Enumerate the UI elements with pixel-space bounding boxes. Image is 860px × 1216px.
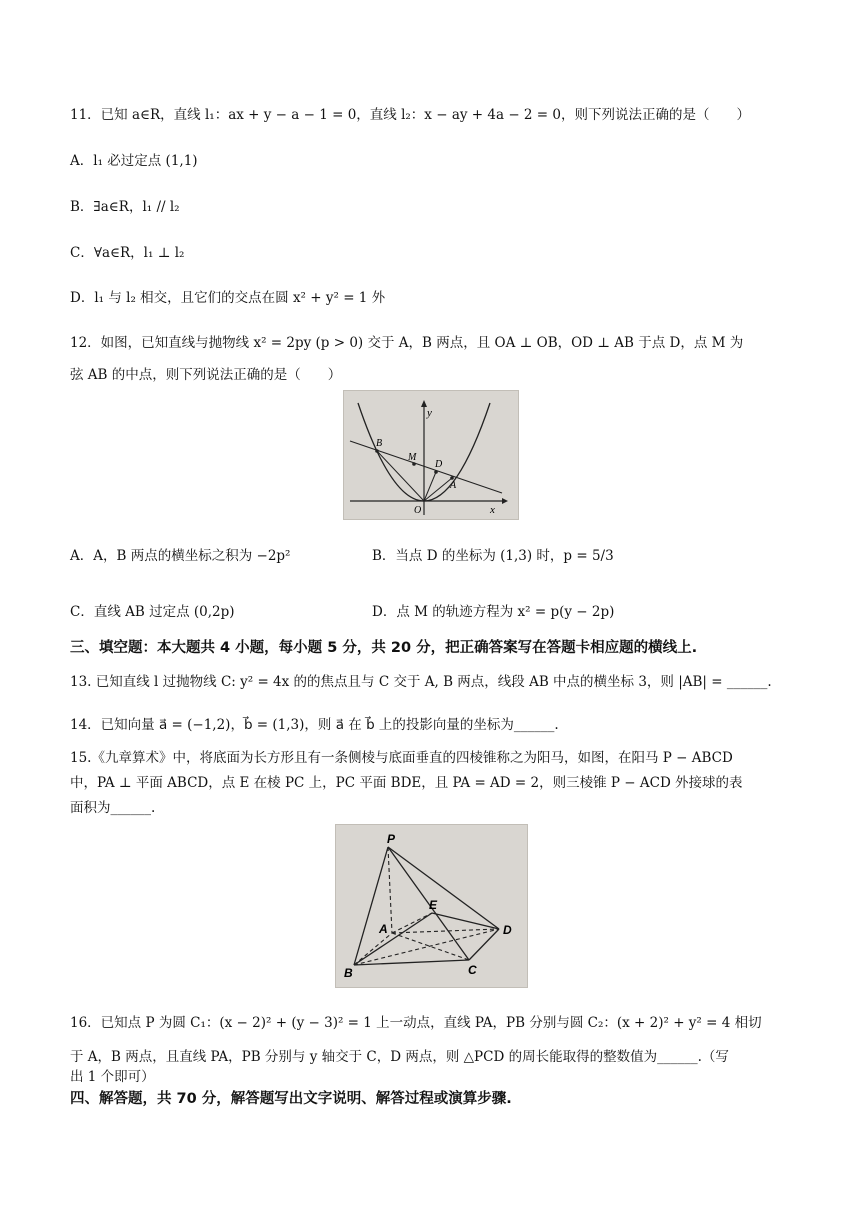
edge-pd bbox=[388, 847, 499, 929]
section-4-heading: 四、解答题，共 70 分，解答题写出文字说明、解答过程或演算步骤. bbox=[70, 1091, 512, 1107]
pyramid-figure bbox=[335, 824, 528, 988]
q11-option-a: A．l₁ 必过定点 (1,1) bbox=[70, 153, 198, 169]
edge-be bbox=[354, 913, 432, 965]
point-b bbox=[375, 449, 379, 453]
section-3-heading: 三、填空题：本大题共 4 小题，每小题 5 分，共 20 分，把正确答案写在答题卡相应题的横线上. bbox=[70, 640, 698, 656]
label-m: M bbox=[408, 452, 417, 463]
label-d: D bbox=[435, 459, 443, 470]
q13-text: 13. 已知直线 l 过抛物线 C: y² = 4x 的的焦点且与 C 交于 A, B 两点，线段 AB 中点的横坐标 3，则 |AB| = ______. bbox=[70, 674, 772, 690]
label-e: E bbox=[429, 898, 438, 912]
label-y: y bbox=[427, 407, 432, 419]
label-b: B bbox=[376, 438, 383, 449]
q12-stem-line1: 12．如图，已知直线与抛物线 x² = 2py (p > 0) 交于 A，B 两点，且 OA ⊥ OB，OD ⊥ AB 于点 D，点 M 为 bbox=[70, 335, 744, 351]
label-d: D bbox=[503, 923, 512, 937]
parabola-diagram bbox=[344, 391, 518, 519]
q16-line1: 16．已知点 P 为圆 C₁：(x − 2)² + (y − 3)² = 1 上一动点，直线 PA，PB 分别与圆 C₂：(x + 2)² + y² = 4 相切 bbox=[70, 1015, 762, 1031]
q14-text: 14．已知向量 a⃗ = (−1,2)，b⃗ = (1,3)，则 a⃗ 在 b⃗ 上的投影向量的坐标为______. bbox=[70, 717, 559, 733]
q11-option-c: C．∀a∈R，l₁ ⊥ l₂ bbox=[70, 245, 185, 261]
edge-ae bbox=[392, 913, 432, 933]
q16-line3: 出 1 个即可） bbox=[70, 1069, 155, 1085]
q12-option-b: B．当点 D 的坐标为 (1,3) 时，p = 5/3 bbox=[372, 548, 614, 564]
edge-ba bbox=[354, 933, 392, 965]
q15-line2: 中，PA ⊥ 平面 ABCD，点 E 在棱 PC 上，PC 平面 BDE，且 PA = AD = 2，则三棱锥 P − ACD 外接球的表 bbox=[70, 775, 743, 791]
q11-option-b: B．∃a∈R，l₁ // l₂ bbox=[70, 199, 180, 215]
y-axis-arrow bbox=[421, 400, 427, 407]
pyramid-diagram bbox=[336, 825, 527, 987]
q12-option-d: D．点 M 的轨迹方程为 x² = p(y − 2p) bbox=[372, 604, 615, 620]
edge-pa bbox=[388, 847, 392, 933]
q11-option-d: D．l₁ 与 l₂ 相交，且它们的交点在圆 x² + y² = 1 外 bbox=[70, 290, 386, 306]
q12-stem-line2: 弦 AB 的中点，则下列说法正确的是（ ） bbox=[70, 367, 342, 383]
label-c: C bbox=[468, 963, 477, 977]
edge-cd bbox=[469, 929, 499, 960]
label-a: A bbox=[450, 480, 457, 491]
edge-pb bbox=[354, 847, 388, 965]
q15-line1: 15.《九章算术》中，将底面为长方形且有一条侧棱与底面垂直的四棱锥称之为阳马，如图，在阳马 P − ABCD bbox=[70, 750, 733, 766]
label-a: A bbox=[379, 922, 388, 936]
label-x: x bbox=[490, 504, 495, 516]
x-axis-arrow bbox=[502, 498, 508, 504]
q15-line3: 面积为______. bbox=[70, 800, 156, 816]
q16-line2: 于 A，B 两点，且直线 PA，PB 分别与 y 轴交于 C，D 两点，则 △PCD 的周长能取得的整数值为______.（写 bbox=[70, 1049, 729, 1065]
chord-ab bbox=[350, 441, 502, 493]
q12-option-a: A．A，B 两点的横坐标之积为 −2p² bbox=[70, 548, 291, 564]
q11-stem: 11．已知 a∈R，直线 l₁：ax + y − a − 1 = 0，直线 l₂：x − ay + 4a − 2 = 0，则下列说法正确的是（ ） bbox=[70, 107, 750, 123]
label-b: B bbox=[344, 966, 353, 980]
q12-option-c: C．直线 AB 过定点 (0,2p) bbox=[70, 604, 235, 620]
label-p: P bbox=[387, 832, 396, 846]
label-o: O bbox=[414, 505, 422, 516]
parabola-figure bbox=[343, 390, 519, 520]
point-d bbox=[434, 470, 438, 474]
segment-oa bbox=[424, 478, 452, 501]
